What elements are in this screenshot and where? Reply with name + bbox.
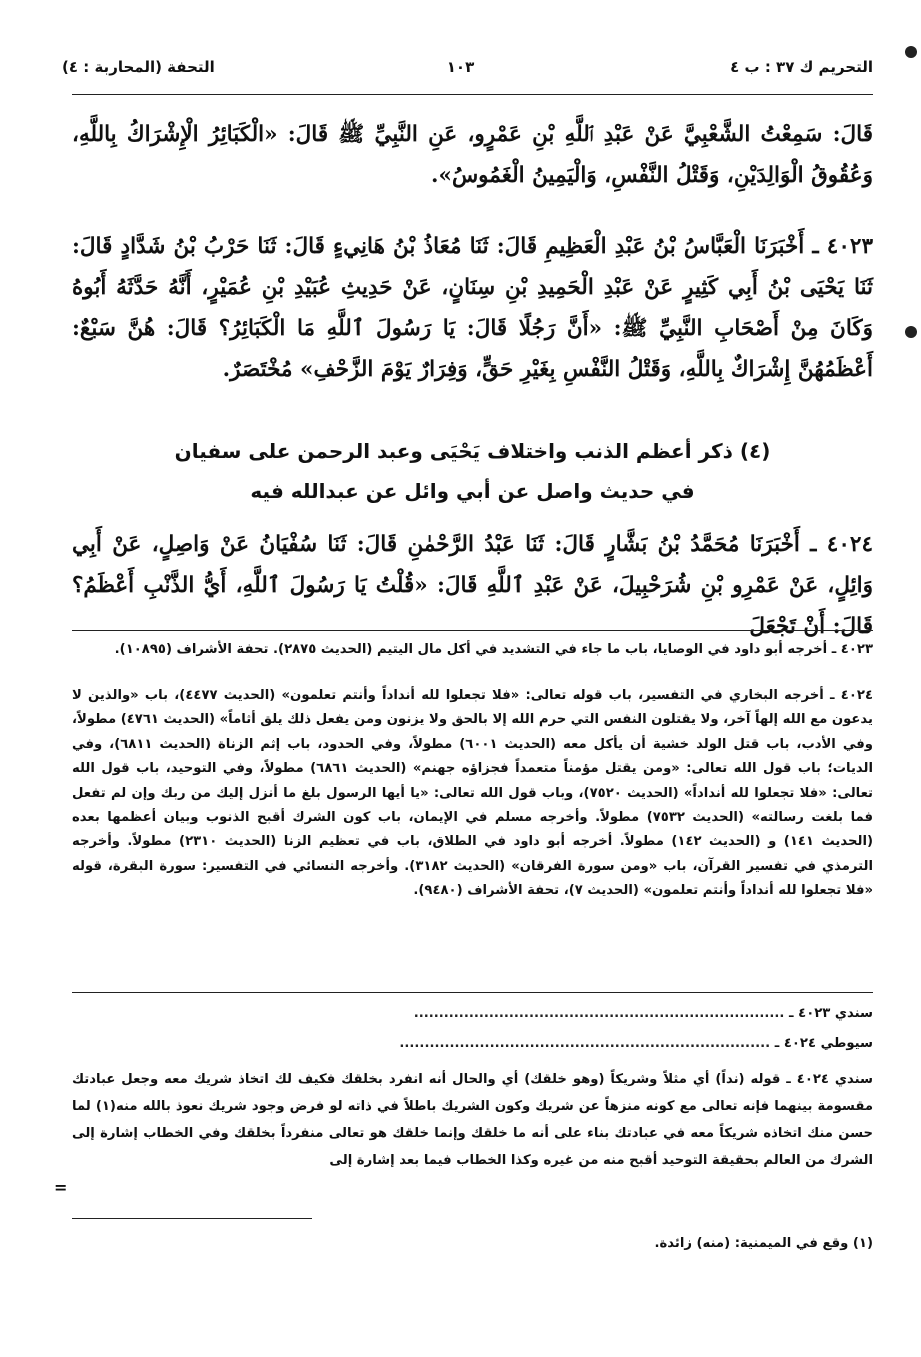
binding-dot: [905, 46, 917, 58]
hadith-continuation: قَالَ: سَمِعْتُ الشَّعْبِيَّ عَنْ عَبْدِ ٱللَّهِ بْنِ عَمْرٍو، عَنِ النَّبِيِّ ﷺ قَالَ: «الْكَبَائِرُ الْإِشْرَاكُ بِاللَّهِ، وَعُقُوقُ الْوَالِدَيْنِ، وَقَتْلُ النَّفْسِ، وَالْيَمِينُ الْغَمُوسُ».: [72, 122, 873, 188]
suyuti-4024-dots: ..........................................................................: [399, 1036, 771, 1051]
hadith-4023: ٤٠٢٣ ـ أَخْبَرَنَا الْعَبَّاسُ بْنُ عَبْدِ الْعَظِيمِ قَالَ: ثَنَا مُعَاذُ بْنُ هَانِيءٍ قَالَ: ثَنَا حَرْبُ بْنُ شَدَّادٍ قَالَ: ثَنَا يَحْيَى بْنُ أَبِي كَثِيرٍ عَنْ عَبْدِ الْحَمِيدِ بْنِ سِنَانٍ، عَنْ حَدِيثِ عُبَيْدِ بْنِ عُمَيْرٍ، أَنَّهُ حَدَّثَهُ أَبُوهُ وَكَانَ مِنْ أَصْحَابِ النَّبِيِّ ﷺ: «أَنَّ رَجُلًا قَالَ: يَا رَسُولَ ٱللَّهِ مَا الْكَبَائِرُ؟ قَالَ: هُنَّ سَبْعٌ: أَعْظَمُهُنَّ إِشْرَاكٌ بِاللَّهِ، وَقَتْلُ النَّفْسِ بِغَيْرِ حَقٍّ، وَفِرَارٌ يَوْمَ الزَّحْفِ» مُخْتَصَرٌ.: [72, 234, 873, 382]
header-chapter: التحريم ك ٣٧ : ب ٤: [730, 58, 873, 76]
chapter-heading-line2: في حديث واصل عن أبي وائل عن عبدالله فيه: [250, 479, 695, 503]
sindi-4023-label: سندي ٤٠٢٣ ـ: [789, 1006, 873, 1021]
footnote-rule: [72, 630, 873, 631]
header-rule: [72, 94, 873, 95]
sindi-4023-dots: ..........................................................................: [413, 1006, 785, 1021]
sindi-4024-commentary: سندي ٤٠٢٤ ـ قوله (نداً) أي مثلاً وشريكاً (وهو خلقك) أي والحال أنه انفرد بخلقك فكيف لك اتخاذ شريك معه وجعل عبادتك مقسومة بينهما فإنه تعالى مع كونه منزهاً عن شريك وكون الشريك باطلاً في ذاته لو فرض وجود شريك نعوذ بالله منه(١) لما حسن منك اتخاذه شريكاً معه في عبادتك بناء على أنه ما خلقك وإنما خلقك هو تعالى منفرداً بخلقك وفي الخطاب إشارة إلى الشرك من العالم بحقيقة التوحيد أقبح منه من غيره وكذا الخطاب فيما بعد إشارة إلى: [72, 1072, 873, 1168]
binding-dot: [905, 326, 917, 338]
suyuti-4024-row: [72, 1030, 873, 1057]
page-number: ١٠٣: [446, 58, 475, 76]
footnote-4024: ٤٠٢٤ ـ أخرجه البخاري في التفسير، باب قوله تعالى: «فلا تجعلوا لله أنداداً وأنتم تعلمون» (الحديث ٤٤٧٧)، باب «والذين لا يدعون مع الله إلهاً آخر، ولا يقتلون النفس التي حرم الله إلا بالحق ولا يزنون ومن يفعل ذلك يلق أثاماً» (الحديث ٤٧٦١) مطولاً، وفي الأدب، باب قتل الولد خشية أن يأكل معه (الحديث ٦٠٠١) مطولاً، وفي الحدود، باب إثم الزناة (الحديث ٦٨١١)، وفي الديات؛ باب قول الله تعالى: «ومن يقتل مؤمناً متعمداً فجزاؤه جهنم» (الحديث ٦٨٦١) مطولاً، وفي التوحيد، باب قول الله تعالى: «فلا تجعلوا لله أنداداً» (الحديث ٧٥٢٠)، وباب قول الله تعالى: «يا أيها الرسول بلغ ما أنزل إليك من ربك وإن لم تفعل فما بلغت رسالته» (الحديث ٧٥٣٢) مطولاً. وأخرجه مسلم في الإيمان، باب كون الشرك أقبح الذنوب وبيان أعظمها بعده (الحديث ١٤١) و (الحديث ١٤٢) مطولاً. أخرجه أبو داود في الطلاق، باب في تعظيم الزنا (الحديث ٢٣١٠) مطولاً. وأخرجه الترمذي في تفسير القرآن، باب «ومن سورة الفرقان» (الحديث ٣١٨٢). وأخرجه النسائي في التفسير: سورة البقرة، قوله «فلا تجعلوا لله أنداداً وأنتم تعلمون» (الحديث ٧)، تحفة الأشراف (٩٤٨٠).: [72, 688, 873, 899]
bottom-footnote: (١) وقع في الميمنية: (منه) زائدة.: [654, 1236, 873, 1251]
continuation-mark: =: [54, 1178, 68, 1197]
sindi-4023-row: [72, 1000, 873, 1027]
suyuti-4024-label: سيوطي ٤٠٢٤ ـ: [774, 1036, 873, 1051]
header-tuhfa: التحفة (المحاربة : ٤): [62, 58, 215, 76]
chapter-heading-line1: (٤) ذكر أعظم الذنب واختلاف يَحْيَى وعبد الرحمن على سفيان: [174, 439, 771, 463]
footnote-4023: ٤٠٢٣ ـ أخرجه أبو داود في الوصايا، باب ما جاء في التشديد في أكل مال اليتيم (الحديث ٢٨٧٥). تحفة الأشراف (١٠٨٩٥).: [114, 642, 873, 657]
hadith-4024: ٤٠٢٤ ـ أَخْبَرَنَا مُحَمَّدُ بْنُ بَشَّارٍ قَالَ: ثَنَا عَبْدُ الرَّحْمٰنِ قَالَ: ثَنَا سُفْيَانُ عَنْ وَاصِلٍ، عَنْ أَبِي وَائِلٍ، عَنْ عَمْرِو بْنِ شُرَحْبِيلَ، عَنْ عَبْدِ ٱللَّهِ قَالَ: «قُلْتُ يَا رَسُولَ ٱللَّهِ، أَيُّ الذَّنْبِ أَعْظَمُ؟ قَالَ: أَنْ تَجْعَلَ: [72, 532, 873, 639]
sindi-rule: [72, 992, 873, 993]
bottom-note-rule: [72, 1218, 312, 1219]
